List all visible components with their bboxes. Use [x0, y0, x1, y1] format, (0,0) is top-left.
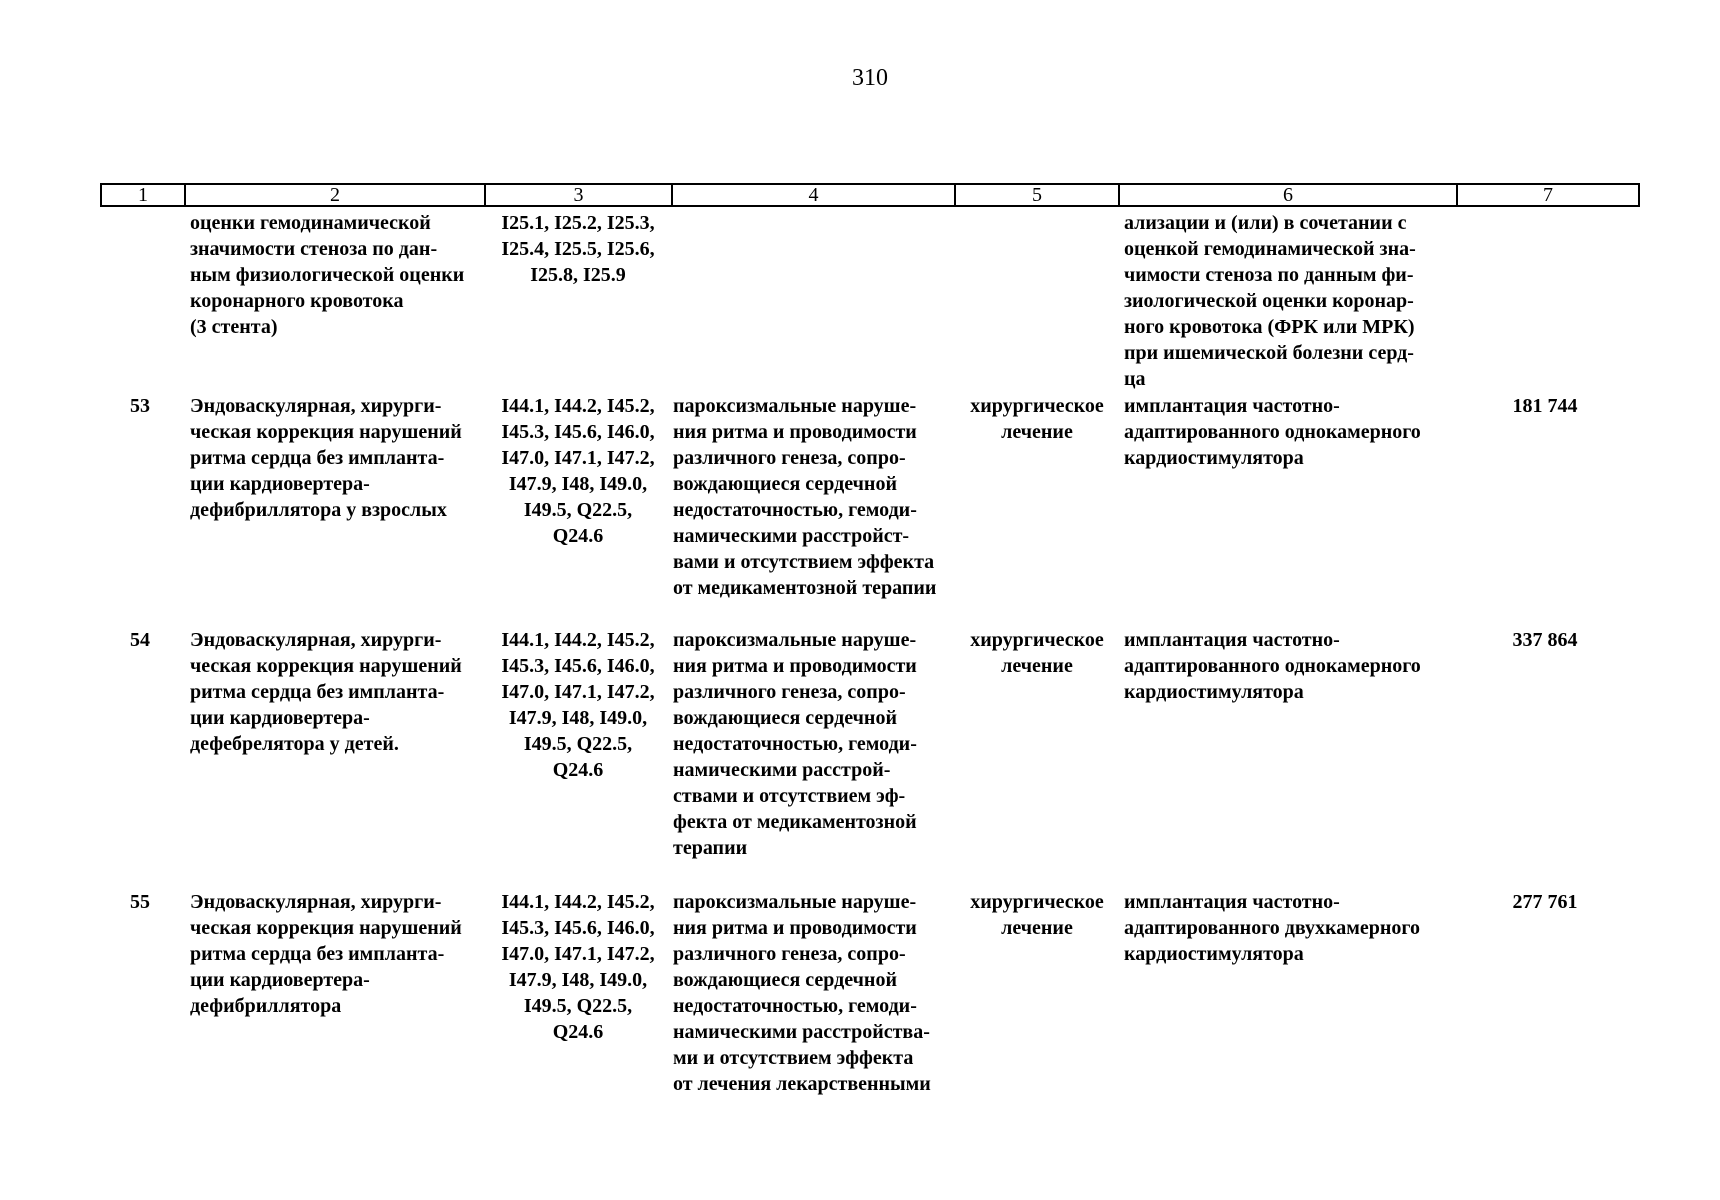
row-number: 53: [130, 395, 150, 417]
treatment-method: имплантация частотно- адаптированного двухкамерного кардиостимулятора: [1124, 891, 1420, 965]
cost: 181 744: [1512, 395, 1578, 417]
row-number: 54: [130, 629, 150, 651]
treatment-type: хирургическое лечение: [970, 891, 1104, 939]
patient-model: пароксизмальные наруше- ния ритма и проводимости различного генеза, сопро- вождающиеся сердечной недостаточностью, гемоди- намическими расстройства- ми и отсутствием эффекта от лечения лекарственными: [673, 891, 931, 1095]
diagnosis-codes: I44.1, I44.2, I45.2, I45.3, I45.6, I46.0, I47.0, I47.1, I47.2, I47.9, I48, I49.0, I49.5, Q22.5, Q24.6: [501, 629, 655, 781]
table-header: [100, 183, 1640, 207]
header-col-2: 2: [184, 183, 486, 207]
treatment-method: имплантация частотно- адаптированного однокамерного кардиостимулятора: [1124, 629, 1421, 703]
cost: 337 864: [1512, 629, 1578, 651]
diagnosis-codes: I25.1, I25.2, I25.3, I25.4, I25.5, I25.6, I25.8, I25.9: [501, 212, 655, 286]
patient-model: пароксизмальные наруше- ния ритма и проводимости различного генеза, сопро- вождающиеся сердечной недостаточностью, гемоди- намическими расстройст- вами и отсутствием эффекта от медикаментозной терапии: [673, 395, 937, 599]
treatment-type: хирургическое лечение: [970, 395, 1104, 443]
service-name: Эндоваскулярная, хирурги- ческая коррекция нарушений ритма сердца без импланта- ции кардиовертера- дефибриллятора: [190, 891, 462, 1017]
cost: 277 761: [1512, 891, 1578, 913]
page-number: 310: [852, 65, 888, 91]
treatment-method: ализации и (или) в сочетании с оценкой гемодинамической зна- чимости стеноза по данным фи- зиологической оценки коронар- ного кровотока (ФРК или МРК) при ишемической болезни серд- ца: [1124, 212, 1416, 390]
service-name: Эндоваскулярная, хирурги- ческая коррекция нарушений ритма сердца без импланта- ции кардиовертера- дефибриллятора у взрослых: [190, 395, 462, 521]
row-number: 55: [130, 891, 150, 913]
diagnosis-codes: I44.1, I44.2, I45.2, I45.3, I45.6, I46.0, I47.0, I47.1, I47.2, I47.9, I48, I49.0, I49.5, Q22.5, Q24.6: [501, 395, 655, 547]
header-col-4: 4: [671, 183, 956, 207]
service-name: Эндоваскулярная, хирурги- ческая коррекция нарушений ритма сердца без импланта- ции кардиовертера- дефебрелятора у детей.: [190, 629, 462, 755]
treatment-method: имплантация частотно- адаптированного однокамерного кардиостимулятора: [1124, 395, 1421, 469]
header-col-3: 3: [484, 183, 673, 207]
patient-model: пароксизмальные наруше- ния ритма и проводимости различного генеза, сопро- вождающиеся сердечной недостаточностью, гемоди- намическими расстрой- ствами и отсутствием эф- фекта от медикаментозной терапии: [673, 629, 917, 859]
service-name: оценки гемодинамической значимости стеноза по дан- ным физиологической оценки коронарного кровотока (3 стента): [190, 212, 465, 338]
header-col-5: 5: [954, 183, 1120, 207]
treatment-type: хирургическое лечение: [970, 629, 1104, 677]
header-col-1: 1: [100, 183, 186, 207]
diagnosis-codes: I44.1, I44.2, I45.2, I45.3, I45.6, I46.0, I47.0, I47.1, I47.2, I47.9, I48, I49.0, I49.5, Q22.5, Q24.6: [501, 891, 655, 1043]
header-col-6: 6: [1118, 183, 1458, 207]
header-col-7: 7: [1456, 183, 1640, 207]
